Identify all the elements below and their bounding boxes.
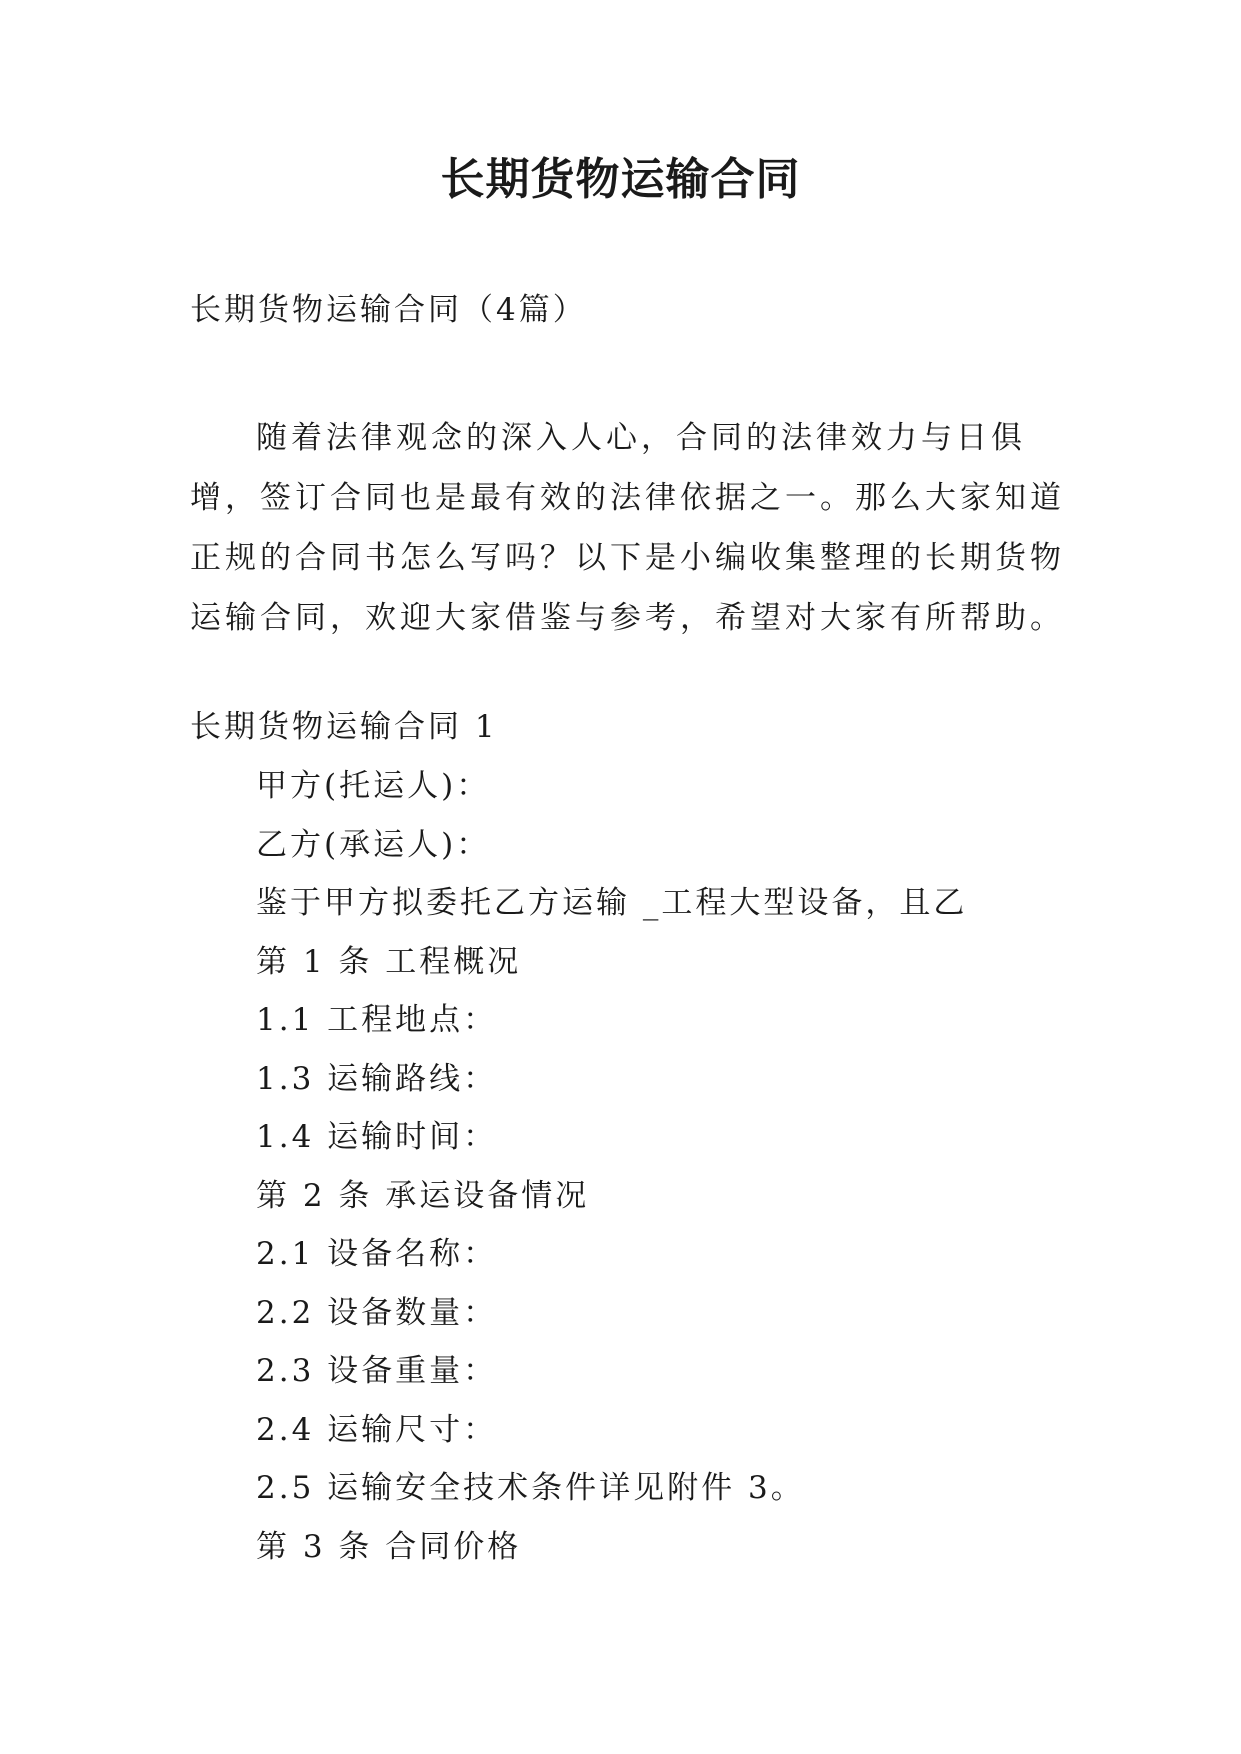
clause-2-2: 2.2 设备数量： [256,1294,498,1331]
clause-article-1: 第 1 条 工程概况 [256,943,522,980]
clause-article-2: 第 2 条 承运设备情况 [256,1177,590,1214]
clause-party-a: 甲方(托运人)： [256,768,491,804]
document-title: 长期货物运输合同 [440,154,801,205]
intro-paragraph: 随着法律观念的深入人心，合同的法律效力与日俱增，签订合同也是最有效的法律依据之一。那么大家知道正规的合同书怎么写吗？以下是小编收集整理的长期货物运输合同，欢迎大家借鉴与参考，希望对大家有所帮助。 [190,420,1065,636]
clause-whereas: 鉴于甲方拟委托乙方运输 _工程大型设备，且乙 [256,885,968,921]
clause-2-4: 2.4 运输尺寸： [256,1411,498,1448]
section-heading: 长期货物运输合同 1 [190,709,498,745]
clause-1-4: 1.4 运输时间： [256,1119,498,1155]
document-subtitle: 长期货物运输合同（4篇） [190,292,587,328]
clause-2-3: 2.3 设备重量： [256,1353,498,1389]
clause-1-1: 1.1 工程地点： [256,1002,498,1038]
clause-article-3: 第 3 条 合同价格 [256,1528,522,1565]
clause-1-3: 1.3 运输路线： [256,1060,498,1097]
clause-2-1: 2.1 设备名称： [256,1236,498,1272]
clause-party-b: 乙方(承运人)： [256,826,491,863]
clause-2-5: 2.5 运输安全技术条件详见附件 3。 [256,1470,805,1506]
clause-list [256,766,967,1585]
